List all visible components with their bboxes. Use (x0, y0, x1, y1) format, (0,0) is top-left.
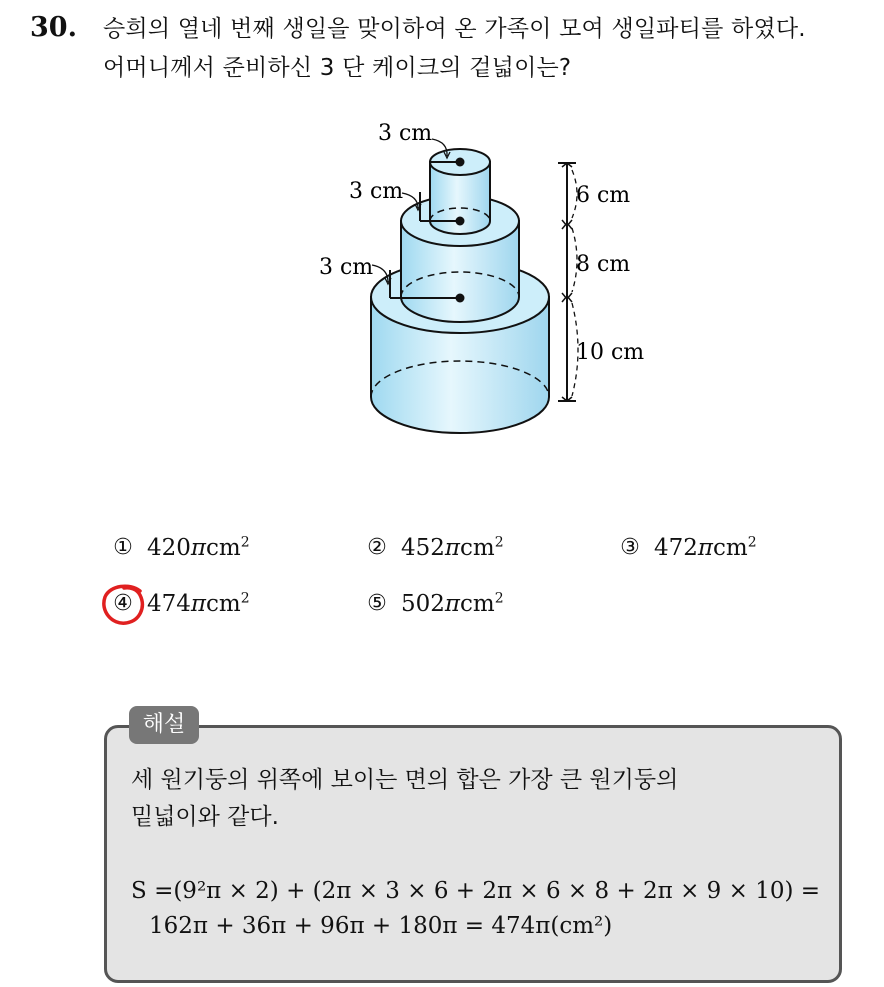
choice-5[interactable] (365, 590, 504, 617)
question-number: 30. (30, 12, 77, 43)
exponent: 2 (240, 534, 250, 551)
pi-symbol: π (444, 591, 461, 618)
answer-circle-mark (100, 583, 150, 629)
choice-3-number: 472 (654, 535, 698, 562)
choice-1-number: 420 (147, 535, 191, 562)
height-label-mid: 8 cm (576, 252, 631, 277)
explanation-line2: 밑넓이와 같다. (131, 804, 279, 830)
choice-2-number: 452 (401, 535, 445, 562)
choice-3[interactable] (618, 534, 757, 561)
choice-2-mark: ② (367, 535, 387, 560)
equation-line1: S =(9²π × 2) + (2π × 3 × 6 + 2π × 6 × 8 + 2π × 9 × 10) = (131, 878, 821, 904)
pi-symbol: π (190, 535, 207, 562)
unit: cm (460, 591, 495, 618)
choice-4-mark: ④ (113, 591, 133, 616)
equation-line2: 162π + 36π + 96π + 180π = 474π(cm²) (149, 913, 613, 939)
height-label-bot: 10 cm (576, 340, 645, 365)
choice-3-mark: ③ (620, 535, 640, 560)
unit: cm (206, 535, 241, 562)
cake-figure (300, 110, 660, 460)
choice-4-number: 474 (147, 591, 191, 618)
question-text-line2: 어머니께서 준비하신 3 단 케이크의 겉넓이는? (103, 55, 572, 81)
radius-label-top: 3 cm (378, 121, 433, 146)
exponent: 2 (494, 590, 504, 607)
pi-symbol: π (444, 535, 461, 562)
unit: cm (713, 535, 748, 562)
explanation-tag: 해설 (129, 706, 199, 744)
height-label-top: 6 cm (576, 183, 631, 208)
explanation-line1: 세 원기둥의 위쪽에 보이는 면의 합은 가장 큰 원기둥의 (131, 767, 679, 793)
radius-label-bot: 3 cm (319, 255, 374, 280)
pi-symbol: π (190, 591, 207, 618)
exponent: 2 (494, 534, 504, 551)
exponent: 2 (240, 590, 250, 607)
pi-symbol: π (697, 535, 714, 562)
radius-label-mid: 3 cm (349, 179, 404, 204)
question-text-line1: 승희의 열네 번째 생일을 맞이하여 온 가족이 모여 생일파티를 하였다. (103, 16, 806, 42)
unit: cm (460, 535, 495, 562)
choice-2[interactable] (365, 534, 504, 561)
exponent: 2 (747, 534, 757, 551)
choice-1-mark: ① (113, 535, 133, 560)
choice-5-mark: ⑤ (367, 591, 387, 616)
explanation-box (104, 725, 842, 983)
choice-1[interactable] (111, 534, 250, 561)
choice-5-number: 502 (401, 591, 445, 618)
unit: cm (206, 591, 241, 618)
